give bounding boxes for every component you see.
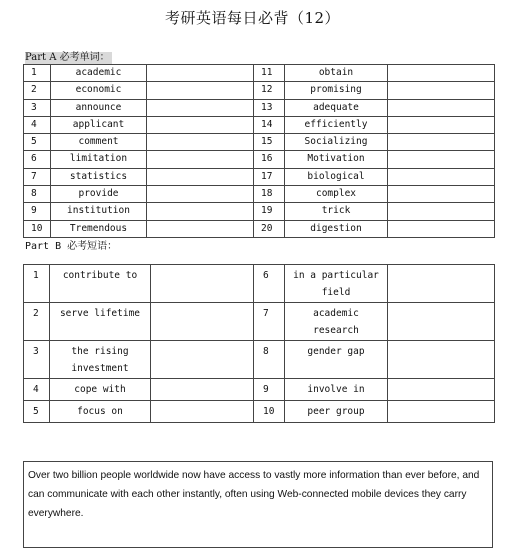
word-number: 8 <box>24 186 51 203</box>
word-number: 5 <box>24 134 51 151</box>
word: applicant <box>51 116 147 133</box>
phrase-number: 10 <box>254 401 285 423</box>
phrase-number: 6 <box>254 265 285 303</box>
word-number: 19 <box>254 203 285 220</box>
word-number: 4 <box>24 116 51 133</box>
table-row <box>24 168 495 185</box>
word-number: 3 <box>24 99 51 116</box>
word-number: 10 <box>24 220 51 237</box>
phrase: serve lifetime <box>50 303 151 341</box>
answer-cell[interactable] <box>388 303 495 341</box>
table-row <box>24 82 495 99</box>
answer-cell[interactable] <box>151 401 254 423</box>
table-row <box>24 265 495 303</box>
phrase-number: 3 <box>24 341 50 379</box>
table-row <box>24 65 495 82</box>
answer-cell[interactable] <box>147 203 254 220</box>
table-row <box>24 99 495 116</box>
word-number: 14 <box>254 116 285 133</box>
word: announce <box>51 99 147 116</box>
word: Socializing <box>285 134 388 151</box>
phrase-number: 2 <box>24 303 50 341</box>
answer-cell[interactable] <box>388 203 495 220</box>
word-number: 18 <box>254 186 285 203</box>
phrases-table <box>23 264 495 423</box>
phrase: academic research <box>285 303 388 341</box>
phrase-number: 1 <box>24 265 50 303</box>
answer-cell[interactable] <box>388 401 495 423</box>
answer-cell[interactable] <box>147 220 254 237</box>
word: statistics <box>51 168 147 185</box>
table-row <box>24 220 495 237</box>
phrase-number: 5 <box>24 401 50 423</box>
answer-cell[interactable] <box>147 186 254 203</box>
answer-cell[interactable] <box>147 168 254 185</box>
word-number: 9 <box>24 203 51 220</box>
table-row <box>24 186 495 203</box>
phrase: gender gap <box>285 341 388 379</box>
word-number: 16 <box>254 151 285 168</box>
answer-cell[interactable] <box>388 220 495 237</box>
word-number: 12 <box>254 82 285 99</box>
answer-cell[interactable] <box>388 65 495 82</box>
table-row <box>24 401 495 423</box>
answer-cell[interactable] <box>147 82 254 99</box>
word: promising <box>285 82 388 99</box>
word: comment <box>51 134 147 151</box>
answer-cell[interactable] <box>151 265 254 303</box>
phrase-number: 8 <box>254 341 285 379</box>
word: biological <box>285 168 388 185</box>
phrase: in a particular field <box>285 265 388 303</box>
word: institution <box>51 203 147 220</box>
word-number: 17 <box>254 168 285 185</box>
passage-box <box>23 461 493 548</box>
answer-cell[interactable] <box>388 116 495 133</box>
answer-cell[interactable] <box>388 379 495 401</box>
word-number: 6 <box>24 151 51 168</box>
phrase: contribute to <box>50 265 151 303</box>
word: provide <box>51 186 147 203</box>
word-number: 11 <box>254 65 285 82</box>
part-a-label: Part A 必考单词： <box>25 52 110 63</box>
answer-cell[interactable] <box>151 303 254 341</box>
table-row <box>24 203 495 220</box>
table-row <box>24 379 495 401</box>
page-title: 考研英语每日必背（12） <box>164 9 341 27</box>
answer-cell[interactable] <box>388 82 495 99</box>
phrase-number: 9 <box>254 379 285 401</box>
word-number: 2 <box>24 82 51 99</box>
answer-cell[interactable] <box>151 341 254 379</box>
answer-cell[interactable] <box>388 186 495 203</box>
phrase: focus on <box>50 401 151 423</box>
answer-cell[interactable] <box>388 134 495 151</box>
phrase: cope with <box>50 379 151 401</box>
answer-cell[interactable] <box>147 116 254 133</box>
phrase-number: 4 <box>24 379 50 401</box>
word: economic <box>51 82 147 99</box>
word-number: 13 <box>254 99 285 116</box>
word: Tremendous <box>51 220 147 237</box>
phrase: the rising investment <box>50 341 151 379</box>
answer-cell[interactable] <box>147 134 254 151</box>
word-number: 15 <box>254 134 285 151</box>
answer-cell[interactable] <box>147 151 254 168</box>
vocabulary-table <box>23 64 495 238</box>
word: digestion <box>285 220 388 237</box>
answer-cell[interactable] <box>388 99 495 116</box>
word: limitation <box>51 151 147 168</box>
phrase: peer group <box>285 401 388 423</box>
word-number: 1 <box>24 65 51 82</box>
part-b-label: Part B 必考短语： <box>25 241 118 252</box>
answer-cell[interactable] <box>388 265 495 303</box>
word-number: 7 <box>24 168 51 185</box>
table-row <box>24 116 495 133</box>
word-number: 20 <box>254 220 285 237</box>
word: academic <box>51 65 147 82</box>
word: trick <box>285 203 388 220</box>
answer-cell[interactable] <box>147 99 254 116</box>
answer-cell[interactable] <box>147 65 254 82</box>
word: adequate <box>285 99 388 116</box>
word: efficiently <box>285 116 388 133</box>
answer-cell[interactable] <box>151 379 254 401</box>
phrase-number: 7 <box>254 303 285 341</box>
word: obtain <box>285 65 388 82</box>
table-row <box>24 341 495 379</box>
table-row <box>24 134 495 151</box>
word: Motivation <box>285 151 388 168</box>
answer-cell[interactable] <box>388 151 495 168</box>
table-row <box>24 303 495 341</box>
passage-text: Over two billion people worldwide now have access to vastly more information than ever before, and can communicate with each other instantly, often using Web-connected mobile devices they carry everywhere. <box>28 470 480 519</box>
phrase: involve in <box>285 379 388 401</box>
table-row <box>24 151 495 168</box>
answer-cell[interactable] <box>388 168 495 185</box>
word: complex <box>285 186 388 203</box>
answer-cell[interactable] <box>388 341 495 379</box>
